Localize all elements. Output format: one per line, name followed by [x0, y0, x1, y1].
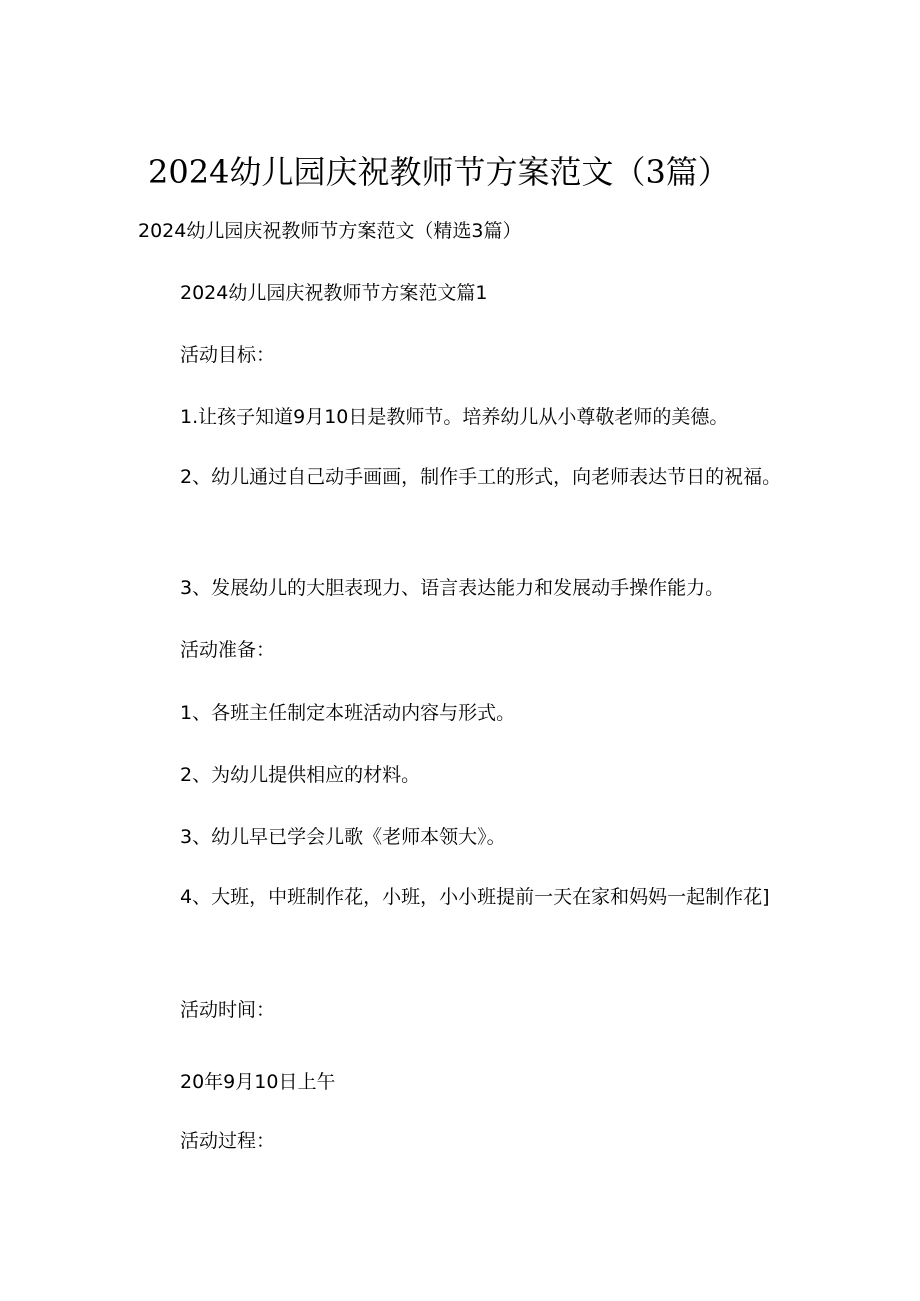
prep-heading: 活动准备： — [180, 639, 276, 661]
goal-item-3: 3、发展幼儿的大胆表现力、语言表达能力和发展动手操作能力。 — [180, 577, 725, 599]
prep-item-2: 2、为幼儿提供相应的材料。 — [180, 764, 421, 786]
time-heading: 活动时间： — [180, 999, 276, 1021]
section-heading: 2024幼儿园庆祝教师节方案范文篇1 — [180, 282, 488, 304]
document-subtitle: 2024幼儿园庆祝教师节方案范文（精选3篇） — [138, 220, 522, 242]
prep-item-1: 1、各班主任制定本班活动内容与形式。 — [180, 702, 516, 724]
prep-item-3: 3、幼儿早已学会儿歌《老师本领大》。 — [180, 826, 506, 848]
prep-item-4: 4、大班，中班制作花，小班，小小班提前一天在家和妈妈一起制作花] — [180, 886, 770, 908]
goal-item-2: 2、幼儿通过自己动手画画，制作手工的形式，向老师表达节日的祝福。 — [180, 466, 782, 488]
time-value: 20年9月10日上午 — [180, 1071, 336, 1093]
process-heading: 活动过程： — [180, 1130, 276, 1152]
goal-item-1: 1.让孩子知道9月10日是教师节。培养幼儿从小尊敬老师的美德。 — [180, 406, 729, 428]
goals-heading: 活动目标： — [180, 344, 276, 366]
document-title: 2024幼儿园庆祝教师节方案范文（3篇） — [148, 153, 730, 191]
